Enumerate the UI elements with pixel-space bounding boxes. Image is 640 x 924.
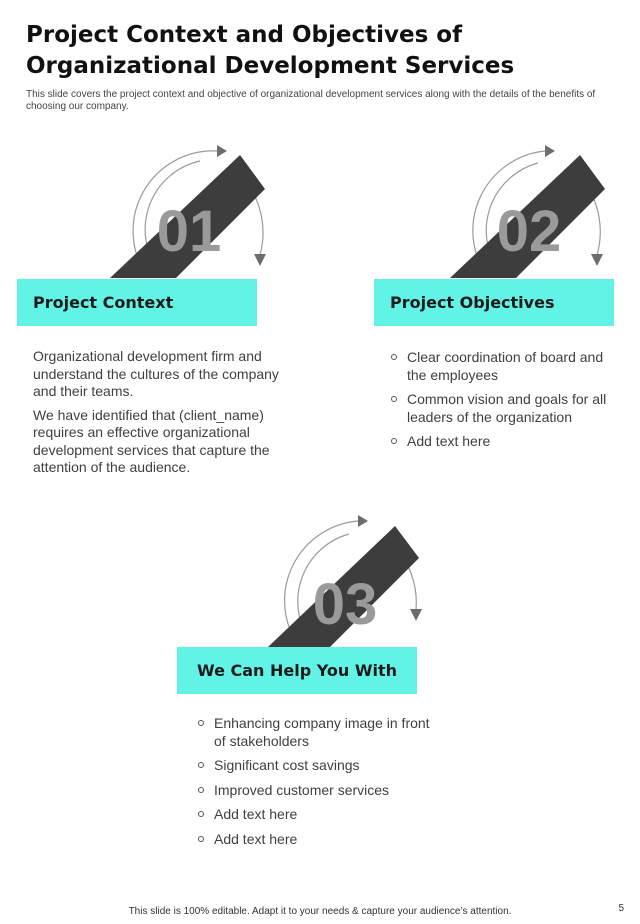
section-1-emblem (100, 143, 280, 278)
section-3-emblem (253, 512, 433, 647)
section-2-emblem (440, 143, 620, 278)
circular-arrow-icon (100, 143, 280, 278)
page-title: Project Context and Objectives of Organizational Development Services (26, 22, 515, 79)
section-number: 03 (312, 572, 378, 637)
page-subtitle: This slide covers the project context and objective of organizational development services along with the details of the benefits of choosing our company. (26, 89, 596, 112)
list-item: Improved customer services (198, 782, 443, 800)
bullet-circle-icon (198, 811, 204, 817)
list-item: Add text here (391, 433, 616, 451)
bullet-circle-icon (391, 354, 397, 360)
section-number: 02 (496, 199, 562, 264)
bullet-circle-icon (391, 438, 397, 444)
bullet-circle-icon (391, 396, 397, 402)
list-item: Significant cost savings (198, 757, 443, 775)
list-item: Add text here (198, 806, 443, 824)
bullet-circle-icon (198, 836, 204, 842)
bullet-circle-icon (198, 762, 204, 768)
list-item: Enhancing company image in front of stakeholders (198, 715, 443, 750)
section-1-body (33, 348, 288, 483)
section-heading: We Can Help You With (197, 661, 397, 680)
section-1-heading-box (17, 279, 257, 326)
list-item: Add text here (198, 831, 443, 849)
footer-note: This slide is 100% editable. Adapt it to your needs & capture your audience’s attention. (128, 906, 512, 917)
section-3-heading-box (177, 647, 417, 694)
circular-arrow-icon (253, 512, 433, 647)
section-heading: Project Objectives (390, 293, 555, 312)
section-2-bullets (391, 349, 616, 458)
section-number: 01 (156, 199, 222, 264)
paragraph: We have identified that (client_name) requires an effective organizational development services that capture the attention of the audience. (33, 406, 270, 475)
list-item: Clear coordination of board and the employees (391, 349, 616, 384)
list-item: Common vision and goals for all leaders of the organization (391, 391, 616, 426)
page-number: 5 (618, 903, 624, 914)
section-3-bullets (198, 715, 443, 855)
section-2-heading-box (374, 279, 614, 326)
circular-arrow-icon (440, 143, 620, 278)
section-heading: Project Context (33, 293, 174, 312)
bullet-circle-icon (198, 787, 204, 793)
bullet-circle-icon (198, 720, 204, 726)
paragraph: Organizational development firm and understand the cultures of the company and their teams. (33, 348, 279, 399)
